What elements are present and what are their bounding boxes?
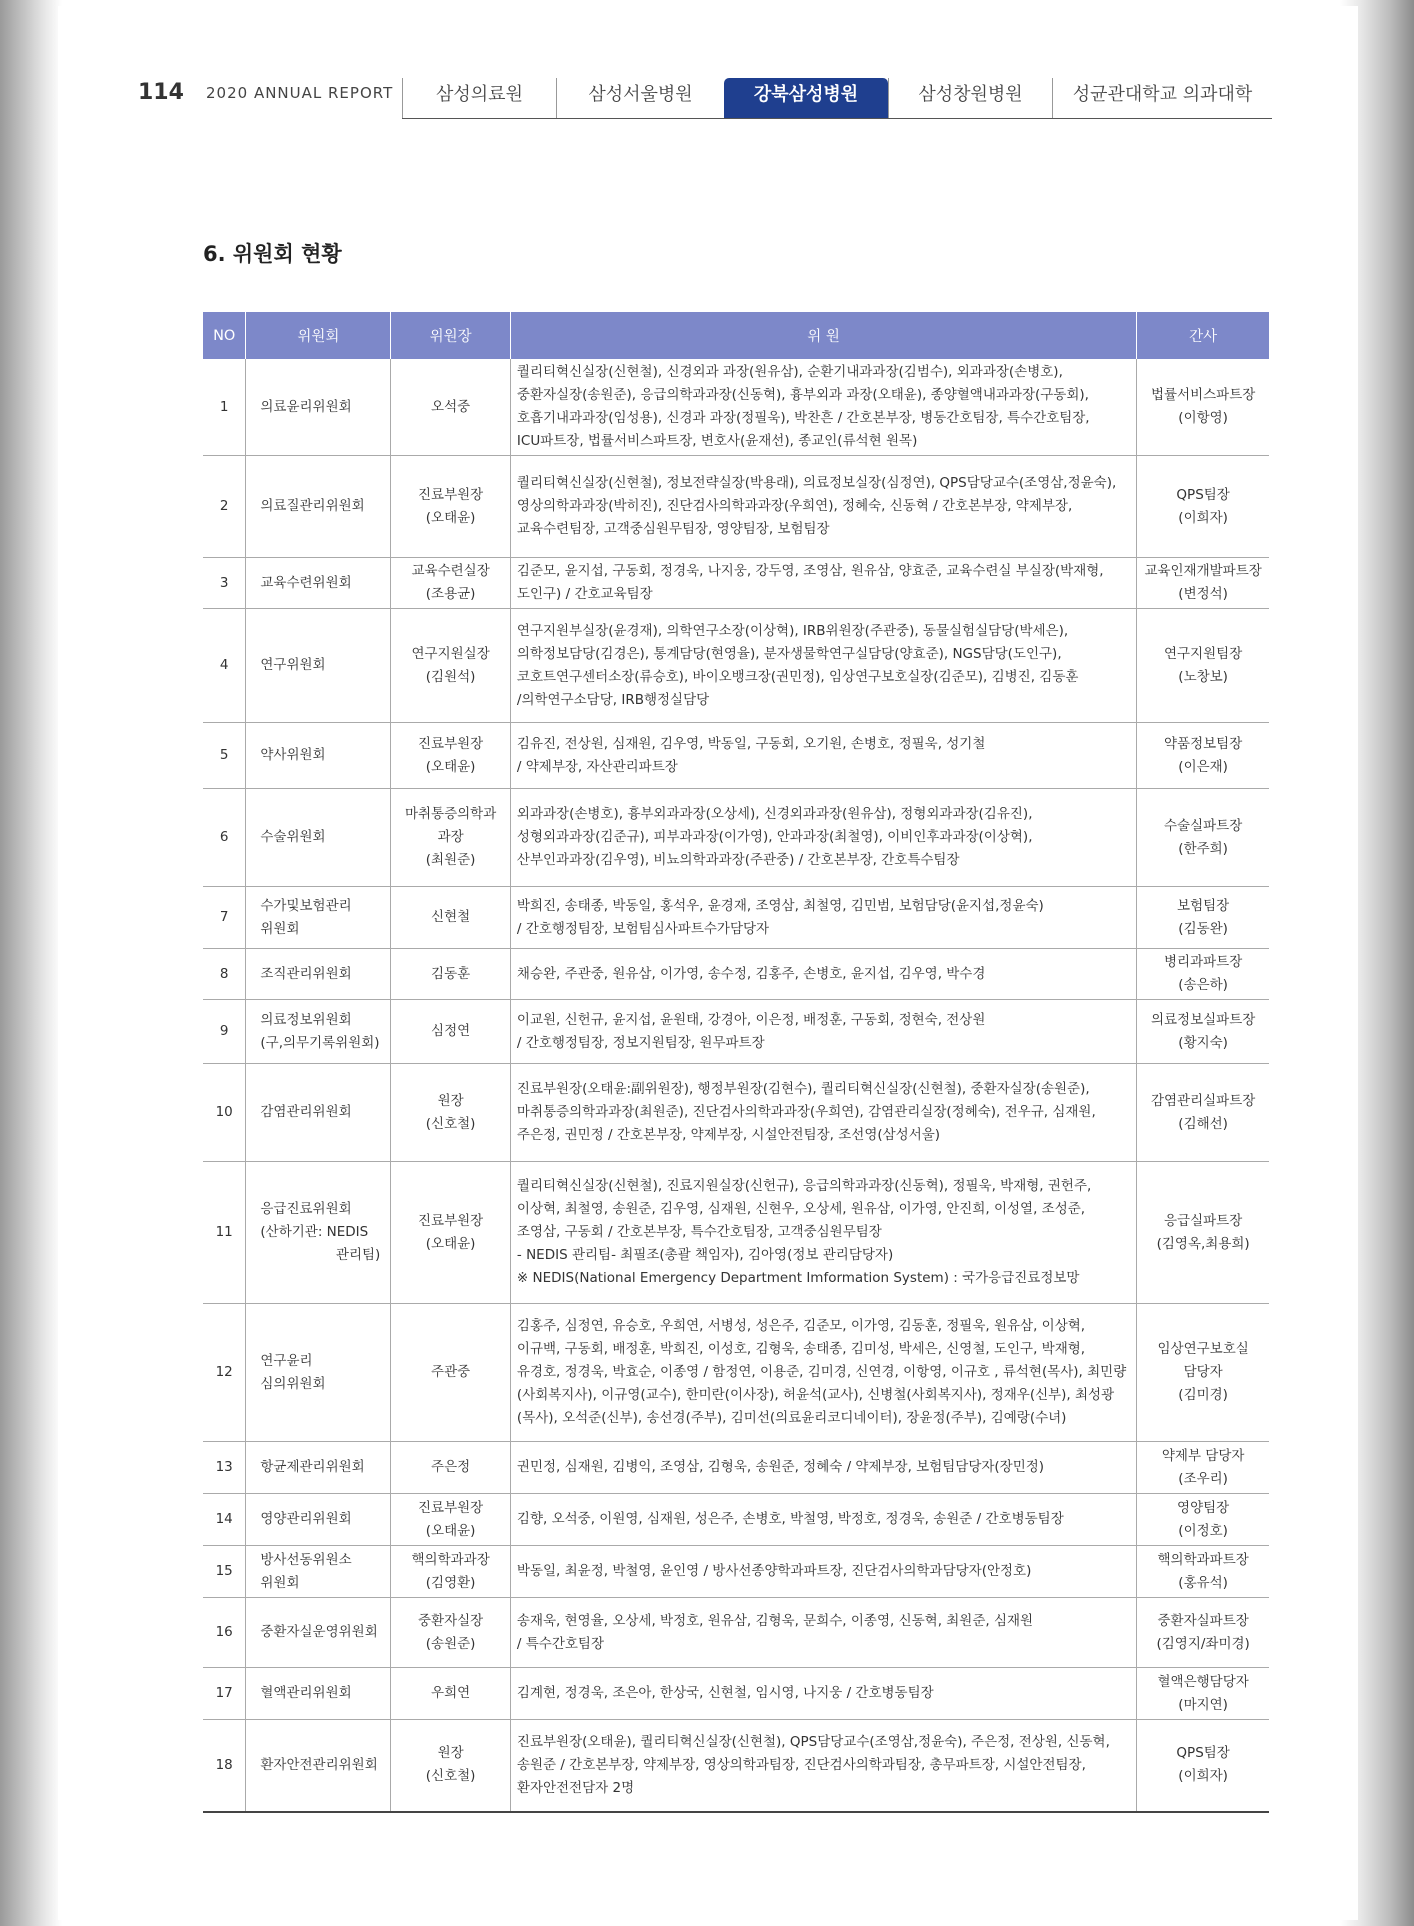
cell-line: (김영환) — [425, 1574, 476, 1591]
tab-3[interactable]: 강북삼성병원 — [724, 78, 888, 118]
cell-committee — [246, 1442, 391, 1494]
cell-members — [510, 1720, 1136, 1812]
cell-chair — [391, 949, 511, 1000]
cell-line: 채승완, 주관중, 원유삼, 이가영, 송수정, 김홍주, 손병호, 윤지섭, 김우영, 박수경 — [516, 965, 986, 982]
cell-line: 영양관리위원회 — [260, 1511, 352, 1527]
cell-no: 15 — [203, 1546, 246, 1598]
cell-no: 14 — [203, 1494, 246, 1546]
cell-line: 방사선동위원소 — [260, 1551, 352, 1568]
cell-line: 약제부 담당자 — [1161, 1447, 1245, 1464]
cell-line: / 약제부장, 자산관리파트장 — [516, 758, 678, 775]
cell-chair — [391, 1494, 511, 1546]
cell-line: (조우리) — [1178, 1470, 1228, 1487]
cell-line: 교육수련팀장, 고객중심원무팀장, 영양팀장, 보험팀장 — [516, 521, 830, 537]
cell-line: 김준모, 윤지섭, 구동회, 정경욱, 나지웅, 강두영, 조영삼, 원유삼, 양효준, 교육수련실 부실장(박재형, — [516, 563, 1104, 579]
table-header-row — [203, 312, 1269, 359]
cell-members — [510, 609, 1136, 723]
cell-line: 감염관리위원회 — [260, 1104, 352, 1120]
cell-line: 위원회 — [260, 1574, 300, 1591]
cell-line: 주관중 — [431, 1364, 471, 1380]
cell-committee — [246, 1064, 391, 1162]
cell-line: 심정연 — [431, 1023, 471, 1039]
cell-members — [510, 1442, 1136, 1494]
cell-line: 김동훈 — [431, 965, 471, 982]
document-page — [58, 6, 1358, 1920]
cell-line: 중환자실운영위원회 — [260, 1624, 378, 1640]
cell-members — [510, 456, 1136, 558]
cell-line: (김영지/좌미경) — [1156, 1635, 1250, 1652]
cell-line: 과장 — [437, 829, 464, 845]
cell-members — [510, 1162, 1136, 1304]
cell-line: 교육수련위원회 — [260, 574, 352, 591]
cell-line: (오태윤) — [425, 758, 476, 775]
table-row — [203, 723, 1269, 789]
cell-secretary — [1137, 456, 1269, 558]
cell-members — [510, 1064, 1136, 1162]
table-row — [203, 949, 1269, 1000]
cell-members — [510, 1304, 1136, 1442]
cell-secretary — [1137, 949, 1269, 1000]
cell-chair — [391, 1668, 511, 1720]
cell-line: - NEDIS 관리팀- 최필조(총괄 책임자), 김아영(정보 관리담당자) — [516, 1247, 894, 1263]
cell-line: (김해선) — [1178, 1115, 1228, 1132]
cell-line: (최원준) — [425, 852, 476, 868]
cell-no: 5 — [203, 723, 246, 789]
cell-line: (이은재) — [1178, 758, 1228, 775]
cell-line: 이규백, 구동회, 배정훈, 박희진, 이성호, 김형욱, 송태종, 김미성, 박세은, 신영철, 도인구, 박재형, — [516, 1341, 1086, 1357]
cell-line: 임상연구보호실 — [1157, 1341, 1249, 1357]
cell-line: (변정석) — [1178, 586, 1228, 602]
cell-line: / 간호행정팀장, 보험팀심사파트수가담당자 — [516, 920, 770, 937]
cell-chair — [391, 1442, 511, 1494]
cell-line: 박희진, 송태종, 박동일, 홍석우, 윤경재, 조영삼, 최철영, 김민범, 보험담당(윤지섭,정윤숙) — [516, 897, 1044, 914]
report-title: 2020 ANNUAL REPORT — [206, 84, 394, 102]
cell-line: 김홍주, 심정연, 유승호, 우희연, 서병성, 성은주, 김준모, 이가영, 김동훈, 정필욱, 원유삼, 이상혁, — [516, 1318, 1086, 1334]
cell-line: 김유진, 전상원, 심재원, 김우영, 박동일, 구동회, 오기원, 손병호, 정필욱, 성기철 — [516, 735, 986, 752]
cell-members — [510, 949, 1136, 1000]
table-row — [203, 1494, 1269, 1546]
cell-secretary — [1137, 1064, 1269, 1162]
cell-committee — [246, 1720, 391, 1812]
table-row — [203, 1668, 1269, 1720]
table-row — [203, 1442, 1269, 1494]
cell-line: 응급진료위원회 — [260, 1201, 352, 1217]
table-row — [203, 1304, 1269, 1442]
table-row — [203, 359, 1269, 456]
cell-line: 영상의학과과장(박히진), 진단검사의학과과장(우희연), 정혜숙, 신동혁 / 간호본부장, 약제부장, — [516, 498, 1073, 514]
cell-line: 퀄리티혁신실장(신현철), 정보전략실장(박용래), 의료정보실장(심정연), QPS담당교수(조영삼,정윤숙), — [516, 475, 1117, 491]
cell-line: QPS팀장 — [1176, 486, 1230, 503]
cell-members — [510, 558, 1136, 609]
cell-line: 진료부원장(오태윤), 퀄리티혁신실장(신현철), QPS담당교수(조영삼,정윤숙), 주은정, 전상원, 신동혁, — [516, 1733, 1110, 1750]
cell-no: 16 — [203, 1598, 246, 1668]
cell-secretary — [1137, 609, 1269, 723]
cell-line: 송재욱, 현영율, 오상세, 박정호, 원유삼, 김형욱, 문희수, 이종영, 신동혁, 최원준, 심재원 — [516, 1612, 1034, 1629]
cell-line: 혈액은행담당자 — [1157, 1673, 1249, 1690]
page-number: 114 — [138, 80, 184, 105]
cell-line: 호흡기내과과장(임성용), 신경과 과장(정필욱), 박찬흔 / 간호본부장, 병동간호팀장, 특수간호팀장, — [516, 410, 1090, 426]
cell-line: 조직관리위원회 — [260, 965, 352, 982]
cell-line: 위원회 — [260, 920, 300, 937]
cell-committee — [246, 1162, 391, 1304]
cell-line: (오태윤) — [425, 509, 476, 526]
cell-line: (홍유석) — [1178, 1574, 1228, 1591]
cell-line: 우희연 — [431, 1685, 471, 1701]
cell-line: 핵의학과과장 — [411, 1551, 490, 1568]
cell-line: 의료정보위원회 — [260, 1011, 352, 1028]
cell-line: (신호철) — [425, 1115, 476, 1132]
cell-line: 송원준 / 간호본부장, 약제부장, 영상의학과팀장, 진단검사의학과팀장, 총무파트장, 시설안전팀장, — [516, 1756, 1086, 1773]
cell-line: 환자안전전담자 2명 — [516, 1779, 635, 1796]
cell-line: 김계현, 정경욱, 조은아, 한상국, 신현철, 임시영, 나지웅 / 간호병동팀장 — [516, 1685, 934, 1701]
cell-committee — [246, 723, 391, 789]
cell-chair — [391, 359, 511, 456]
cell-line: (김미경) — [1178, 1387, 1228, 1403]
cell-line: (신호철) — [425, 1768, 476, 1785]
cell-members — [510, 359, 1136, 456]
cell-line: 수술실파트장 — [1164, 817, 1243, 834]
cell-line: 교육인재개발파트장 — [1144, 563, 1262, 579]
table-body — [203, 359, 1269, 1812]
cell-line: ※ NEDIS(National Emergency Department Imformation System) : 국가응급진료정보망 — [516, 1270, 1080, 1286]
cell-committee — [246, 1668, 391, 1720]
cell-committee — [246, 887, 391, 949]
cell-line: 진료부원장 — [418, 735, 484, 752]
cell-secretary — [1137, 723, 1269, 789]
cell-no: 18 — [203, 1720, 246, 1812]
cell-line: (이정호) — [1178, 1522, 1228, 1539]
cell-line: / 특수간호팀장 — [516, 1635, 605, 1652]
header-secretary: 간사 — [1137, 312, 1269, 359]
table-row — [203, 1064, 1269, 1162]
cell-secretary — [1137, 359, 1269, 456]
cell-no: 13 — [203, 1442, 246, 1494]
cell-no: 12 — [203, 1304, 246, 1442]
cell-line: 연구지원부실장(윤경재), 의학연구소장(이상혁), IRB위원장(주관중), 동물실험실담당(박세은), — [516, 622, 1069, 639]
header-committee: 위원회 — [246, 312, 391, 359]
cell-line: (구,의무기록위원회) — [260, 1034, 380, 1051]
cell-committee — [246, 1000, 391, 1064]
cell-no: 11 — [203, 1162, 246, 1304]
table-row — [203, 456, 1269, 558]
cell-committee — [246, 1304, 391, 1442]
cell-line: 영양팀장 — [1177, 1499, 1230, 1516]
cell-line: 산부인과과장(김우영), 비뇨의학과과장(주관중) / 간호본부장, 간호특수팀장 — [516, 852, 960, 868]
cell-line: 진료부원장(오태윤:副위원장), 행정부원장(김현수), 퀄리티혁신실장(신현철), 중환자실장(송원준), — [516, 1081, 1090, 1097]
cell-no: 8 — [203, 949, 246, 1000]
cell-members — [510, 1000, 1136, 1064]
cell-line: 약사위원회 — [260, 747, 326, 763]
cell-line: 이상혁, 최철영, 송원준, 김우영, 심재원, 신현우, 오상세, 원유삼, 이가영, 안진희, 이성열, 조성준, — [516, 1201, 1086, 1217]
cell-line: 보험팀장 — [1177, 897, 1230, 914]
cell-chair — [391, 1064, 511, 1162]
cell-line: 조영삼, 구동회 / 간호본부장, 특수간호팀장, 고객중심원무팀장 — [516, 1224, 882, 1240]
cell-line: 코호트연구센터소장(류승호), 바이오뱅크장(권민정), 임상연구보호실장(김준모), 김병진, 김동훈 — [516, 668, 1079, 685]
cell-line: 감염관리실파트장 — [1150, 1092, 1256, 1109]
cell-line: (마지연) — [1178, 1696, 1228, 1713]
cell-secretary — [1137, 1494, 1269, 1546]
cell-chair — [391, 789, 511, 887]
cell-secretary — [1137, 1304, 1269, 1442]
cell-committee — [246, 789, 391, 887]
cell-chair — [391, 1162, 511, 1304]
cell-members — [510, 1598, 1136, 1668]
cell-no: 4 — [203, 609, 246, 723]
cell-members — [510, 723, 1136, 789]
cell-line: 약품정보팀장 — [1164, 735, 1243, 752]
cell-line: 담당자 — [1183, 1364, 1223, 1380]
cell-line: 교육수련실장 — [411, 563, 490, 579]
cell-line: 퀄리티혁신실장(신현철), 신경외과 과장(원유삼), 순환기내과과장(김범수), 외과과장(손병호), — [516, 364, 1063, 380]
cell-committee — [246, 558, 391, 609]
cell-chair — [391, 1598, 511, 1668]
table-row — [203, 887, 1269, 949]
cell-line: (한주희) — [1178, 840, 1228, 857]
section-title: 6. 위원회 현황 — [203, 242, 342, 266]
cell-line: 유경호, 정경욱, 박효순, 이종영 / 함정연, 이용준, 김미경, 신연경, 이항영, 이규호 , 류석현(목사), 최민량 — [516, 1364, 1127, 1380]
header-chair: 위원장 — [391, 312, 511, 359]
cell-line: 주은정 — [431, 1459, 471, 1475]
cell-line: 김향, 오석중, 이원영, 심재원, 성은주, 손병호, 박철영, 박정호, 정경욱, 송원준 / 간호병동팀장 — [516, 1511, 1064, 1527]
cell-no: 2 — [203, 456, 246, 558]
cell-line: 중환자실장 — [418, 1612, 484, 1629]
cell-line: 주은정, 권민정 / 간호본부장, 약제부장, 시설안전팀장, 조선영(삼성서울) — [516, 1127, 941, 1143]
cell-line: 오석중 — [431, 398, 471, 415]
cell-line: 권민정, 심재원, 김병익, 조영삼, 김형욱, 송원준, 정혜숙 / 약제부장, 보험팀담당자(장민정) — [516, 1459, 1045, 1475]
cell-line: (사회복지사), 이규영(교수), 한미란(이사장), 허윤석(교사), 신병철(사회복지사), 정재우(신부), 최성광 — [516, 1387, 1115, 1403]
cell-committee — [246, 949, 391, 1000]
cell-line: 마취통증의학과과장(최원준), 진단검사의학과과장(우희연), 감염관리실장(정혜숙), 전우규, 심재원, — [516, 1104, 1096, 1120]
cell-line: 병리과파트장 — [1164, 954, 1243, 970]
table-row — [203, 1720, 1269, 1812]
cell-secretary — [1137, 789, 1269, 887]
cell-chair — [391, 609, 511, 723]
tab-5[interactable]: 성균관대학교 의과대학 — [1052, 78, 1272, 118]
cell-line: / 간호행정팀장, 정보지원팀장, 원무파트장 — [516, 1034, 765, 1051]
cell-line: (송원준) — [425, 1635, 476, 1652]
cell-line: 수술위원회 — [260, 829, 326, 845]
cell-line: (송은하) — [1178, 977, 1228, 993]
cell-line: 진료부원장 — [418, 1212, 484, 1229]
cell-line: 퀄리티혁신실장(신현철), 진료지원실장(신헌규), 응급의학과과장(신동혁), 정필욱, 박재형, 권헌주, — [516, 1178, 1092, 1194]
header-no: NO — [203, 312, 246, 359]
table-row — [203, 609, 1269, 723]
cell-committee — [246, 1494, 391, 1546]
tab-4[interactable]: 삼성창원병원 — [888, 78, 1052, 118]
cell-secretary — [1137, 1442, 1269, 1494]
cell-line: ICU파트장, 법률서비스파트장, 변호사(윤재선), 종교인(류석현 원목) — [516, 433, 918, 449]
cell-line: 수가및보험관리 — [260, 897, 352, 914]
cell-line: 진료부원장 — [418, 486, 484, 503]
cell-chair — [391, 1720, 511, 1812]
table-row — [203, 1598, 1269, 1668]
committee-table — [203, 312, 1269, 1813]
cell-committee — [246, 359, 391, 456]
cell-line: /의학연구소담당, IRB행정실담당 — [516, 691, 710, 708]
cell-no: 10 — [203, 1064, 246, 1162]
cell-committee — [246, 1546, 391, 1598]
cell-line: 연구윤리 — [260, 1352, 313, 1369]
cell-line: 핵의학과파트장 — [1157, 1551, 1249, 1568]
cell-line: 신현철 — [431, 909, 471, 925]
cell-members — [510, 789, 1136, 887]
cell-chair — [391, 1546, 511, 1598]
cell-line: 관리팀) — [335, 1247, 381, 1263]
cell-line: 연구위원회 — [260, 657, 326, 673]
cell-line: (오태윤) — [425, 1522, 476, 1539]
cell-line: (이항영) — [1178, 410, 1228, 426]
cell-no: 3 — [203, 558, 246, 609]
cell-line: 환자안전관리위원회 — [260, 1756, 378, 1773]
cell-line: 연구지원팀장 — [1164, 645, 1243, 662]
cell-line: (이희자) — [1178, 509, 1228, 526]
cell-secretary — [1137, 1162, 1269, 1304]
cell-line: 마취통증의학과 — [404, 806, 497, 822]
cell-line: 진료부원장 — [418, 1499, 484, 1516]
cell-line: 혈액관리위원회 — [260, 1685, 352, 1701]
cell-no: 7 — [203, 887, 246, 949]
cell-members — [510, 1494, 1136, 1546]
cell-line: (김원석) — [425, 668, 476, 685]
cell-line: (황지숙) — [1178, 1034, 1228, 1051]
cell-secretary — [1137, 1668, 1269, 1720]
cell-chair — [391, 558, 511, 609]
cell-line: 의료정보실파트장 — [1150, 1011, 1256, 1028]
cell-secretary — [1137, 1546, 1269, 1598]
cell-no: 9 — [203, 1000, 246, 1064]
cell-committee — [246, 609, 391, 723]
cell-members — [510, 1668, 1136, 1720]
cell-secretary — [1137, 1000, 1269, 1064]
cell-chair — [391, 1000, 511, 1064]
cell-committee — [246, 456, 391, 558]
cell-secretary — [1137, 1720, 1269, 1812]
cell-chair — [391, 723, 511, 789]
cell-line: 항균제관리위원회 — [260, 1459, 365, 1475]
cell-chair — [391, 887, 511, 949]
cell-line: 법률서비스파트장 — [1150, 387, 1256, 403]
cell-no: 17 — [203, 1668, 246, 1720]
cell-members — [510, 887, 1136, 949]
cell-line: 중환자실장(송원준), 응급의학과과장(신동혁), 흉부외과 과장(오태윤), 종양혈액내과과장(구동회), — [516, 387, 1089, 403]
cell-line: 심의위원회 — [260, 1375, 326, 1392]
cell-line: 원장 — [437, 1092, 464, 1109]
cell-line: 의학정보담당(김경은), 통계담당(현영율), 분자생물학연구실담당(양효준), NGS담당(도인구), — [516, 645, 1062, 662]
table-row — [203, 558, 1269, 609]
cell-chair — [391, 1304, 511, 1442]
cell-line: 이교원, 신헌규, 윤지섭, 윤원태, 강경아, 이은정, 배정훈, 구동회, 정현숙, 전상원 — [516, 1011, 986, 1028]
cell-line: (노창보) — [1178, 668, 1228, 685]
header-members: 위 원 — [510, 312, 1136, 359]
cell-secretary — [1137, 1598, 1269, 1668]
cell-no: 1 — [203, 359, 246, 456]
table-row — [203, 789, 1269, 887]
cell-chair — [391, 456, 511, 558]
cell-line: 의료윤리위원회 — [260, 398, 352, 415]
cell-line: 외과과장(손병호), 흉부외과과장(오상세), 신경외과과장(원유삼), 정형외과과장(김유진), — [516, 806, 1033, 822]
cell-committee — [246, 1598, 391, 1668]
cell-members — [510, 1546, 1136, 1598]
cell-line: (조용균) — [425, 586, 476, 602]
cell-line: (김영옥,최용희) — [1156, 1235, 1250, 1252]
cell-line: 원장 — [437, 1745, 464, 1762]
cell-line: 도인구) / 간호교육팀장 — [516, 586, 653, 602]
cell-line: 응급실파트장 — [1164, 1212, 1243, 1229]
cell-line: 박동일, 최윤정, 박철영, 윤인영 / 방사선종양학과파트장, 진단검사의학과담당자(안정호) — [516, 1563, 1032, 1579]
cell-line: 성형외과과장(김준규), 피부과과장(이가영), 안과과장(최철영), 이비인후과과장(이상혁), — [516, 829, 1033, 845]
cell-line: (오태윤) — [425, 1235, 476, 1252]
table-row — [203, 1162, 1269, 1304]
header-tabs — [402, 78, 1272, 119]
cell-no: 6 — [203, 789, 246, 887]
cell-line: (목사), 오석준(신부), 송선경(주부), 김미선(의료윤리코디네이터), 장윤정(주부), 김예랑(수녀) — [516, 1410, 1067, 1426]
cell-line: (산하기관: NEDIS — [260, 1224, 369, 1240]
tab-1[interactable]: 삼성의료원 — [402, 78, 556, 118]
cell-secretary — [1137, 887, 1269, 949]
cell-line: 중환자실파트장 — [1157, 1612, 1249, 1629]
cell-line: 연구지원실장 — [411, 645, 490, 662]
cell-line: 의료질관리위원회 — [260, 498, 365, 514]
cell-line: QPS팀장 — [1176, 1745, 1230, 1762]
cell-line: (이희자) — [1178, 1768, 1228, 1785]
cell-secretary — [1137, 558, 1269, 609]
table-row — [203, 1000, 1269, 1064]
tab-2[interactable]: 삼성서울병원 — [556, 78, 724, 118]
table-row — [203, 1546, 1269, 1598]
cell-line: (김동완) — [1178, 920, 1228, 937]
